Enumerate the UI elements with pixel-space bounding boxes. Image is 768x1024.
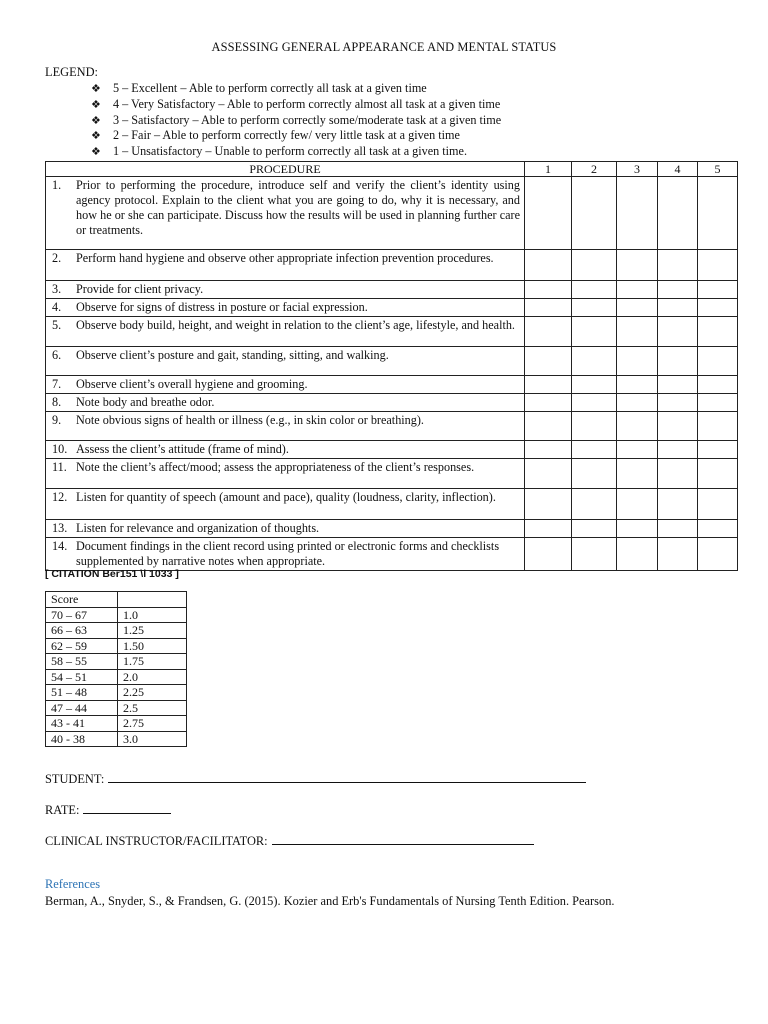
- rating-cell-5[interactable]: [698, 489, 738, 520]
- rating-cell-4[interactable]: [658, 376, 698, 394]
- procedure-row: [46, 376, 738, 394]
- instructor-field: [45, 834, 534, 849]
- rating-cell-3[interactable]: [617, 489, 658, 520]
- rating-cell-4[interactable]: [658, 317, 698, 347]
- rating-cell-5[interactable]: [698, 317, 738, 347]
- rating-cell-2[interactable]: [572, 299, 617, 317]
- legend-item-text: 4 – Very Satisfactory – Able to perform correctly almost all task at a given time: [113, 96, 501, 111]
- rating-cell-2[interactable]: [572, 538, 617, 571]
- rating-cell-1[interactable]: [525, 489, 572, 520]
- rating-cell-4[interactable]: [658, 347, 698, 376]
- rating-cell-5[interactable]: [698, 376, 738, 394]
- step-text: Provide for client privacy.: [76, 282, 204, 296]
- rating-cell-3[interactable]: [617, 520, 658, 538]
- procedure-row: [46, 459, 738, 489]
- step-number: 5.: [52, 318, 62, 332]
- procedure-row: [46, 538, 738, 571]
- rating-cell-1[interactable]: [525, 299, 572, 317]
- step-number: 4.: [52, 300, 62, 314]
- header-rating-2: 2: [572, 162, 617, 177]
- header-rating-3: 3: [617, 162, 658, 177]
- rating-cell-1[interactable]: [525, 394, 572, 412]
- step-text: Observe client’s overall hygiene and grooming.: [76, 377, 308, 391]
- step-text: Document findings in the client record using printed or electronic forms and checklists supplemented by narrative notes when appropriate.: [76, 539, 500, 568]
- rating-cell-5[interactable]: [698, 538, 738, 571]
- rate-label: RATE:: [45, 803, 80, 817]
- student-field: [45, 772, 586, 787]
- rating-cell-4[interactable]: [658, 412, 698, 441]
- step-text: Listen for quantity of speech (amount and pace), quality (loudness, clarity, inflection).: [76, 490, 496, 504]
- rating-cell-3[interactable]: [617, 317, 658, 347]
- rating-cell-3[interactable]: [617, 441, 658, 459]
- rating-cell-5[interactable]: [698, 441, 738, 459]
- step-text: Note obvious signs of health or illness (e.g., in skin color or breathing).: [76, 413, 424, 427]
- rating-cell-1[interactable]: [525, 538, 572, 571]
- procedure-step-cell: [46, 441, 525, 459]
- score-range: 58 – 55: [46, 654, 118, 670]
- rating-cell-3[interactable]: [617, 538, 658, 571]
- score-header-blank: [118, 592, 187, 608]
- procedure-step-cell: [46, 538, 525, 571]
- legend-item-text: 1 – Unsatisfactory – Unable to perform correctly all task at a given time.: [113, 144, 467, 159]
- rate-field: [45, 803, 171, 818]
- rating-cell-4[interactable]: [658, 299, 698, 317]
- score-grade: 1.75: [118, 654, 187, 670]
- procedure-row: [46, 317, 738, 347]
- references-heading: References: [45, 877, 101, 891]
- score-row: [46, 731, 187, 747]
- score-header-row: [46, 592, 187, 608]
- rating-cell-2[interactable]: [572, 412, 617, 441]
- score-row: [46, 638, 187, 654]
- procedure-row: [46, 347, 738, 376]
- procedure-step-cell: [46, 177, 525, 250]
- rating-cell-3[interactable]: [617, 281, 658, 299]
- legend-item: [91, 128, 501, 144]
- procedure-step-cell: [46, 281, 525, 299]
- score-grade: 2.75: [118, 716, 187, 732]
- rating-cell-5[interactable]: [698, 281, 738, 299]
- procedure-step-cell: [46, 489, 525, 520]
- procedure-row: [46, 250, 738, 281]
- student-line[interactable]: [108, 781, 586, 783]
- legend-item-text: 2 – Fair – Able to perform correctly few/ very little task at a given time: [113, 128, 460, 143]
- rating-cell-2[interactable]: [572, 250, 617, 281]
- rating-cell-5[interactable]: [698, 459, 738, 489]
- rating-cell-5[interactable]: [698, 520, 738, 538]
- rating-cell-2[interactable]: [572, 281, 617, 299]
- rating-cell-4[interactable]: [658, 394, 698, 412]
- rating-cell-1[interactable]: [525, 281, 572, 299]
- diamond-bullet-icon: ❖: [91, 114, 101, 127]
- rating-cell-2[interactable]: [572, 441, 617, 459]
- procedure-row: [46, 489, 738, 520]
- rating-cell-1[interactable]: [525, 177, 572, 250]
- score-grade: 3.0: [118, 731, 187, 747]
- rating-cell-5[interactable]: [698, 347, 738, 376]
- header-procedure: PROCEDURE: [46, 162, 525, 177]
- score-row: [46, 669, 187, 685]
- rating-cell-3[interactable]: [617, 412, 658, 441]
- rating-cell-1[interactable]: [525, 317, 572, 347]
- rating-cell-4[interactable]: [658, 281, 698, 299]
- step-text: Note body and breathe odor.: [76, 395, 215, 409]
- rating-cell-2[interactable]: [572, 394, 617, 412]
- step-number: 8.: [52, 395, 62, 409]
- step-number: 14.: [52, 539, 68, 553]
- rating-cell-1[interactable]: [525, 459, 572, 489]
- procedure-step-cell: [46, 394, 525, 412]
- legend-item: [91, 144, 501, 160]
- rating-cell-4[interactable]: [658, 177, 698, 250]
- procedure-row: [46, 441, 738, 459]
- score-range: 62 – 59: [46, 638, 118, 654]
- step-number: 7.: [52, 377, 62, 391]
- instructor-label: CLINICAL INSTRUCTOR/FACILITATOR:: [45, 834, 268, 848]
- score-grade: 2.25: [118, 685, 187, 701]
- rating-cell-5[interactable]: [698, 299, 738, 317]
- rating-cell-2[interactable]: [572, 347, 617, 376]
- procedure-row: [46, 177, 738, 250]
- procedure-step-cell: [46, 317, 525, 347]
- procedure-row: [46, 299, 738, 317]
- procedure-step-cell: [46, 459, 525, 489]
- rating-cell-5[interactable]: [698, 177, 738, 250]
- step-number: 6.: [52, 348, 62, 362]
- legend-item: [91, 81, 501, 97]
- rating-cell-4[interactable]: [658, 250, 698, 281]
- rating-cell-5[interactable]: [698, 394, 738, 412]
- rating-cell-4[interactable]: [658, 520, 698, 538]
- score-row: [46, 607, 187, 623]
- legend-item-text: 5 – Excellent – Able to perform correctly all task at a given time: [113, 81, 427, 95]
- score-grade: 1.50: [118, 638, 187, 654]
- step-number: 3.: [52, 282, 62, 296]
- citation: [ CITATION Ber151 \l 1033 ]: [45, 568, 179, 580]
- score-grade: 2.0: [118, 669, 187, 685]
- score-row: [46, 700, 187, 716]
- score-grade: 2.5: [118, 700, 187, 716]
- score-range: 66 – 63: [46, 623, 118, 639]
- diamond-bullet-icon: ❖: [91, 98, 101, 111]
- score-grade: 1.0: [118, 607, 187, 623]
- student-label: STUDENT:: [45, 772, 105, 786]
- header-rating-4: 4: [658, 162, 698, 177]
- rating-cell-5[interactable]: [698, 250, 738, 281]
- score-grade: 1.25: [118, 623, 187, 639]
- step-text: Assess the client’s attitude (frame of mind).: [76, 442, 289, 456]
- procedure-table: [45, 161, 738, 571]
- score-row: [46, 623, 187, 639]
- rating-cell-3[interactable]: [617, 394, 658, 412]
- score-range: 51 – 48: [46, 685, 118, 701]
- rating-cell-4[interactable]: [658, 538, 698, 571]
- procedure-step-cell: [46, 520, 525, 538]
- step-number: 13.: [52, 521, 68, 535]
- rating-cell-4[interactable]: [658, 459, 698, 489]
- rating-cell-5[interactable]: [698, 412, 738, 441]
- rating-cell-1[interactable]: [525, 520, 572, 538]
- rating-cell-1[interactable]: [525, 441, 572, 459]
- step-number: 10.: [52, 442, 68, 456]
- rating-cell-3[interactable]: [617, 347, 658, 376]
- score-range: 54 – 51: [46, 669, 118, 685]
- instructor-line[interactable]: [272, 843, 534, 845]
- step-text: Note the client’s affect/mood; assess the appropriateness of the client’s responses.: [76, 460, 475, 474]
- procedure-row: [46, 520, 738, 538]
- procedure-step-cell: [46, 250, 525, 281]
- step-number: 2.: [52, 251, 62, 265]
- rating-cell-3[interactable]: [617, 376, 658, 394]
- procedure-step-cell: [46, 412, 525, 441]
- procedure-step-cell: [46, 376, 525, 394]
- legend-item: [91, 97, 501, 113]
- step-text: Observe for signs of distress in posture or facial expression.: [76, 300, 368, 314]
- rating-cell-3[interactable]: [617, 299, 658, 317]
- rating-cell-1[interactable]: [525, 347, 572, 376]
- procedure-step-cell: [46, 347, 525, 376]
- legend-label: LEGEND:: [45, 65, 98, 79]
- diamond-bullet-icon: ❖: [91, 83, 101, 95]
- step-number: 11.: [52, 460, 67, 474]
- score-range: 47 – 44: [46, 700, 118, 716]
- score-row: [46, 685, 187, 701]
- reference-entry: Berman, A., Snyder, S., & Frandsen, G. (2015). Kozier and Erb's Fundamentals of Nursing Tenth Edition. Pearson.: [45, 894, 615, 908]
- step-number: 1.: [52, 178, 62, 192]
- diamond-bullet-icon: ❖: [91, 146, 101, 159]
- header-rating-5: 5: [698, 162, 738, 177]
- legend-item: [91, 113, 501, 129]
- header-rating-1: 1: [525, 162, 572, 177]
- procedure-row: [46, 281, 738, 299]
- score-range: 40 - 38: [46, 731, 118, 747]
- step-number: 12.: [52, 490, 68, 504]
- rating-cell-2[interactable]: [572, 317, 617, 347]
- rating-cell-2[interactable]: [572, 520, 617, 538]
- procedure-header-row: [46, 162, 738, 177]
- score-row: [46, 654, 187, 670]
- step-text: Perform hand hygiene and observe other appropriate infection prevention procedures.: [76, 251, 494, 265]
- legend-item-text: 3 – Satisfactory – Able to perform correctly some/moderate task at a given time: [113, 112, 502, 127]
- score-range: 70 – 67: [46, 607, 118, 623]
- rating-cell-1[interactable]: [525, 412, 572, 441]
- rating-cell-2[interactable]: [572, 177, 617, 250]
- diamond-bullet-icon: ❖: [91, 130, 101, 143]
- score-row: [46, 716, 187, 732]
- rating-cell-3[interactable]: [617, 177, 658, 250]
- procedure-row: [46, 394, 738, 412]
- procedure-step-cell: [46, 299, 525, 317]
- rating-cell-3[interactable]: [617, 459, 658, 489]
- rating-cell-1[interactable]: [525, 250, 572, 281]
- rating-cell-2[interactable]: [572, 459, 617, 489]
- rating-cell-4[interactable]: [658, 489, 698, 520]
- rating-cell-4[interactable]: [658, 441, 698, 459]
- score-table: [45, 591, 187, 747]
- legend-list: [91, 81, 501, 160]
- rating-cell-1[interactable]: [525, 376, 572, 394]
- rating-cell-2[interactable]: [572, 376, 617, 394]
- step-text: Observe body build, height, and weight in relation to the client’s age, lifestyle, and health.: [76, 318, 515, 332]
- score-range: 43 - 41: [46, 716, 118, 732]
- step-text: Prior to performing the procedure, introduce self and verify the client’s identity using agency protocol. Explain to the client what you are going to do, why it is necessary, and how he or she can participate. Discuss how the results will be used in planning further care or treatments.: [76, 178, 520, 237]
- page-title: ASSESSING GENERAL APPEARANCE AND MENTAL STATUS: [211, 40, 557, 54]
- rating-cell-2[interactable]: [572, 489, 617, 520]
- step-text: Listen for relevance and organization of thoughts.: [76, 521, 320, 535]
- procedure-row: [46, 412, 738, 441]
- score-header: Score: [46, 592, 118, 608]
- rate-line[interactable]: [83, 812, 171, 814]
- step-text: Observe client’s posture and gait, standing, sitting, and walking.: [76, 348, 389, 362]
- step-number: 9.: [52, 413, 62, 427]
- rating-cell-3[interactable]: [617, 250, 658, 281]
